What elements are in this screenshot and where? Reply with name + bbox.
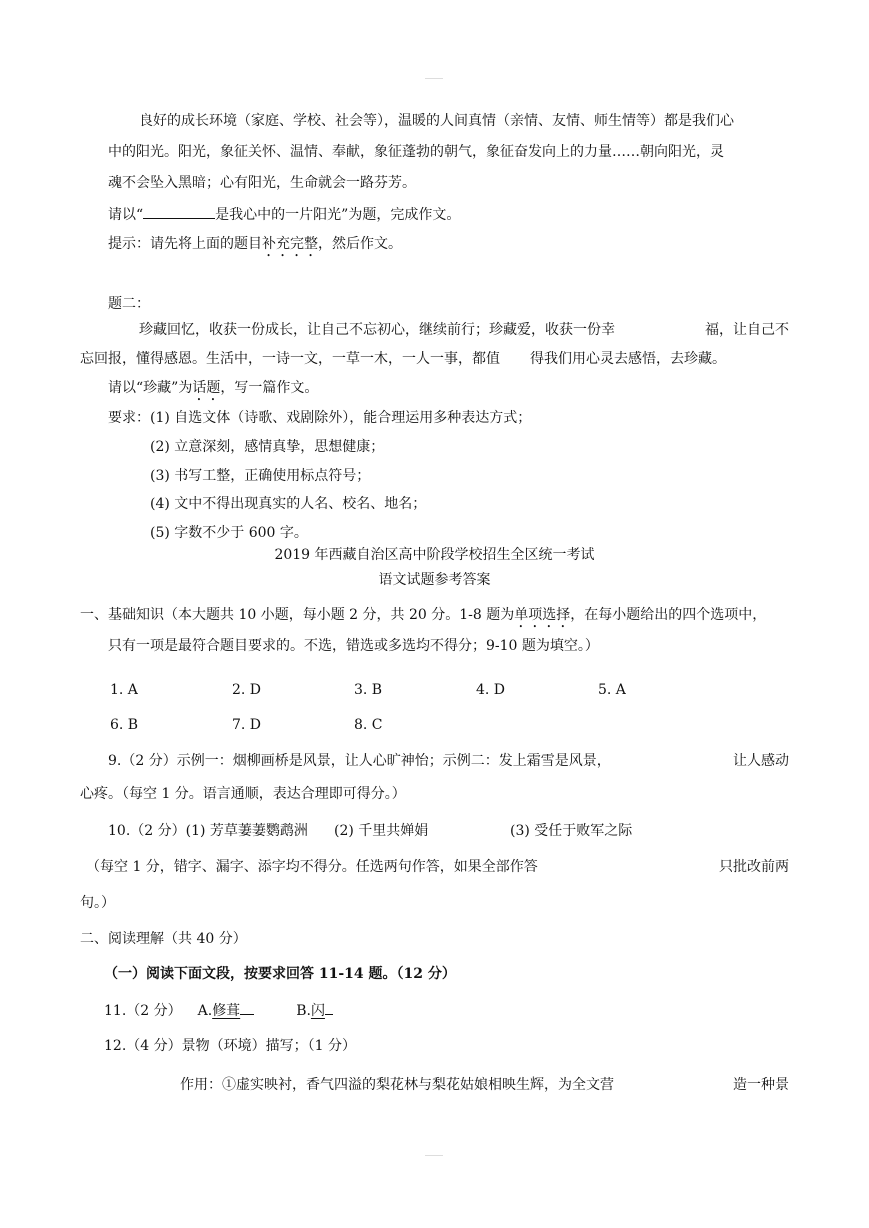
answer-10-note-line1 <box>86 857 789 877</box>
topic2-paragraph-line2 <box>80 349 789 369</box>
topic1-hint <box>108 234 402 260</box>
section1-intro-line2: 只有一项是最符合题目要求的。不选，错选或多选均不得分；9-10 题为填空。） <box>108 638 599 654</box>
section1-intro-post: ，在每小题给出的四个选项中， <box>570 607 767 623</box>
answers-subtitle: 语文试题参考答案 <box>378 572 491 588</box>
answer-11-a-label: A. <box>197 1003 213 1019</box>
section1-intro-pre: 一、基础知识（本大题共 10 小题，每小题 2 分，共 20 分。1-8 题为 <box>80 607 515 623</box>
answer-7: 7. D <box>232 717 262 733</box>
fill-in-blank <box>143 204 215 219</box>
topic2-p1-part-b: 福，让自己不 <box>705 322 789 338</box>
answer-10-item2: (2) 千里共婵娟 <box>334 823 429 839</box>
answer-9-line2: 心疼。（每空 1 分。语言通顺，表达合理即可得分。） <box>80 786 406 802</box>
topic2-prompt-pre: 请以“珍藏”为 <box>108 380 193 396</box>
section1-intro-line1 <box>80 605 766 631</box>
answer-5: 5. A <box>598 682 626 698</box>
answer-11-prefix: 11.（2 分） <box>104 1003 182 1019</box>
topic1-hint-emphasis: 补充完整 <box>262 236 318 252</box>
topic2-prompt <box>108 378 318 404</box>
topic2-prompt-post: ，写一篇作文。 <box>220 380 319 396</box>
topic2-p1-part-a: 珍藏回忆，收获一份成长，让自己不忘初心，继续前行；珍藏爱，收获一份幸 <box>139 322 615 338</box>
topic2-requirement-1: 要求：(1) 自选文体（诗歌、戏剧除外），能合理运用多种表达方式； <box>108 410 532 426</box>
answer-9-part-b: 让人感动 <box>733 753 789 769</box>
topic1-paragraph-line2: 中的阳光。阳光，象征关怀、温情、奉献，象征蓬勃的朝气，象征奋发向上的力量……朝向阳光，灵 <box>108 144 724 160</box>
answer-9-part-a: 9.（2 分）示例一：烟柳画桥是风景，让人心旷神怡；示例二：发上霜雪是风景， <box>108 753 611 769</box>
answer-9-line1 <box>108 751 789 771</box>
answer-10-note-part-b: 只批改前两 <box>719 859 789 875</box>
topic2-prompt-emphasis: 话题 <box>192 380 221 396</box>
section2-heading: 二、阅读理解（共 40 分） <box>80 931 247 947</box>
answer-11-a: 修葺 <box>212 1003 241 1019</box>
section1-intro-emphasis: 单项选择 <box>514 607 571 623</box>
answer-10-note-line2: 句。） <box>80 895 115 911</box>
page-divider-bottom <box>425 1155 443 1156</box>
topic1-prompt-pre: 请以“ <box>108 207 144 223</box>
answers-title: 2019 年西藏自治区高中阶段学校招生全区统一考试 <box>274 547 595 563</box>
topic1-prompt <box>108 204 460 225</box>
section2-subheading: （一）阅读下面文段，按要求回答 11-14 题。（12 分） <box>104 966 456 982</box>
topic1-hint-pre: 提示：请先将上面的题目 <box>108 236 262 252</box>
answer-12-effect-part-a: 作用：①虚实映衬，香气四溢的梨花林与梨花姑娘相映生辉，为全文营 <box>180 1077 614 1093</box>
answer-12-effect-part-b: 造一种景 <box>733 1077 789 1093</box>
topic2-requirement-2: (2) 立意深刻，感情真挚，思想健康； <box>150 439 385 455</box>
topic2-p2-part-b: 得我们用心灵去感悟，去珍藏。 <box>530 351 726 367</box>
topic2-requirement-5: (5) 字数不少于 600 字。 <box>150 525 308 541</box>
answer-10-item3: (3) 受任于败军之际 <box>510 823 633 839</box>
topic1-prompt-post: 是我心中的一片阳光”为题，完成作文。 <box>215 207 461 223</box>
answer-8: 8. C <box>354 717 383 733</box>
topic2-heading: 题二： <box>108 296 150 312</box>
answer-11-b-label: B. <box>296 1003 311 1019</box>
topic2-requirement-3: (3) 书写工整，正确使用标点符号； <box>150 468 371 484</box>
topic2-paragraph-line1 <box>139 320 789 340</box>
topic2-p2-part-a: 忘回报，懂得感恩。生活中，一诗一文，一草一木，一人一事，都值 <box>80 351 500 367</box>
topic2-requirement-4: (4) 文中不得出现真实的人名、校名、地名； <box>150 496 427 512</box>
answer-1: 1. A <box>110 682 138 698</box>
answer-10-item1: 10.（2 分）(1) 芳草萋萋鹦鹉洲 <box>108 823 308 839</box>
answer-4: 4. D <box>476 682 506 698</box>
answer-12-line1: 12.（4 分）景物（环境）描写；（1 分） <box>104 1038 356 1054</box>
topic1-paragraph-line1: 良好的成长环境（家庭、学校、社会等），温暖的人间真情（亲情、友情、师生情等）都是我们心 <box>139 113 734 129</box>
topic1-hint-post: ，然后作文。 <box>318 236 402 252</box>
page-divider-top <box>425 78 443 79</box>
answer-11-b: 闪 <box>310 1003 325 1019</box>
answer-11 <box>104 1001 333 1021</box>
answer-6: 6. B <box>110 717 139 733</box>
topic1-paragraph-line3: 魂不会坠入黑暗；心有阳光，生命就会一路芬芳。 <box>108 175 416 191</box>
answer-3: 3. B <box>354 682 383 698</box>
answer-10-note-part-a: （每空 1 分，错字、漏字、添字均不得分。任选两句作答，如果全部作答 <box>86 859 538 875</box>
answer-2: 2. D <box>232 682 262 698</box>
answer-12-effect <box>180 1075 789 1095</box>
